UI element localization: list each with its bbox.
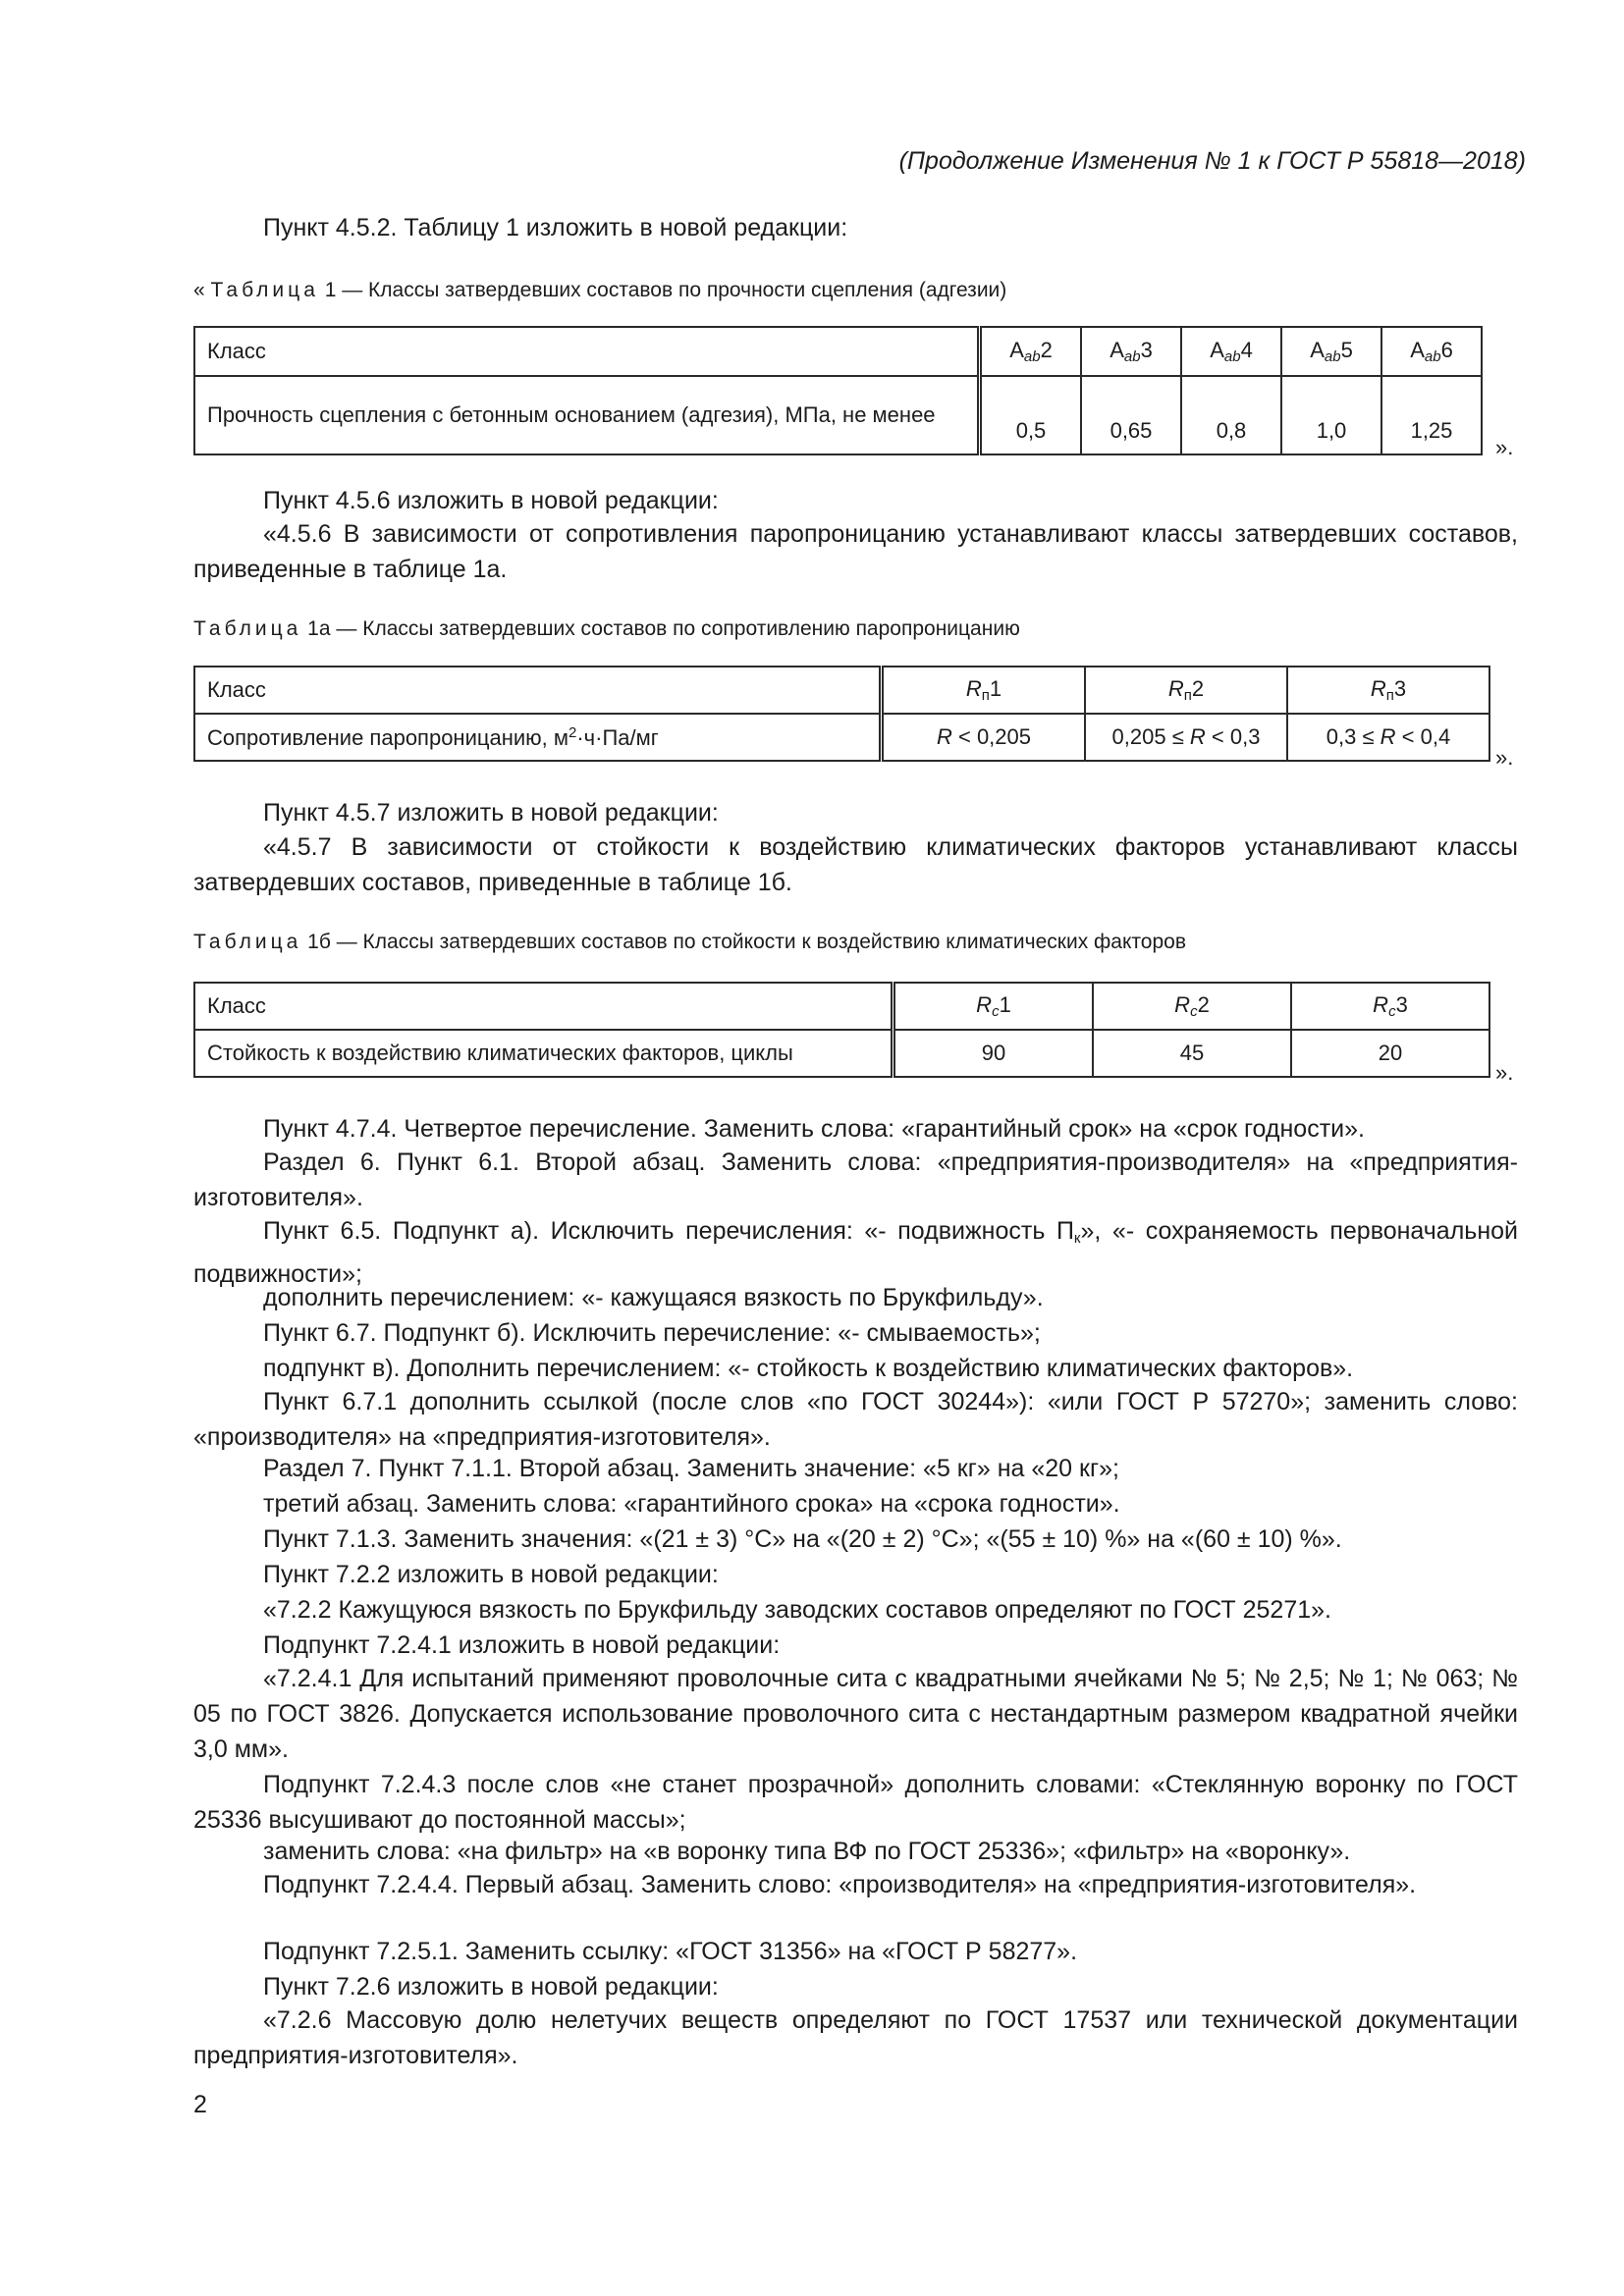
- clause-6-7-1: Пункт 6.7.1 дополнить ссылкой (после слов «по ГОСТ 30244»): «или ГОСТ Р 57270»; заменить слово: «производителя» на «предприятия-изготовителя».: [193, 1388, 1518, 1451]
- table1-row1-label: Класс: [194, 327, 980, 376]
- table1b-class-cell: $R_c1$: [893, 983, 1094, 1030]
- table1b-value: 20: [1291, 1030, 1489, 1077]
- page-number: 2: [193, 2091, 207, 2118]
- table1b-class-cell: $R_c2$: [1093, 983, 1291, 1030]
- clause-7-2-4-3: Подпункт 7.2.4.3 после слов «не станет прозрачной» дополнить словами: «Стеклянную воронку по ГОСТ 25336 высушивают до постоянной массы»;: [193, 1771, 1518, 1834]
- clause-7-1-3: Пункт 7.1.3. Заменить значения: «(21 ± 3) °С» на «(20 ± 2) °С»; «(55 ± 10) %» на «(60 ± 10) %».: [263, 1525, 1342, 1553]
- table1-value: 0,5: [980, 376, 1082, 454]
- table1b-row2-label: Стойкость к воздействию климатических факторов, циклы: [194, 1030, 893, 1077]
- table1-class-cell: $A_{ab}6$: [1381, 327, 1482, 376]
- table1a-class-cell: $R_п3$: [1287, 667, 1489, 714]
- clause-4-5-6-intro: Пункт 4.5.6 изложить в новой редакции:: [263, 487, 719, 514]
- clause-7-2-6-intro: Пункт 7.2.6 изложить в новой редакции:: [263, 1973, 719, 2001]
- table1-class-cell: $A_{ab}3$: [1081, 327, 1181, 376]
- table1a-row1-label: Класс: [194, 667, 882, 714]
- clause-6-7: Пункт 6.7. Подпункт б). Исключить перечисление: «- смываемость»;: [263, 1319, 1041, 1347]
- table1b-value: 90: [893, 1030, 1094, 1077]
- clause-7-2-4-3-replace: заменить слова: «на фильтр» на «в воронку типа ВФ по ГОСТ 25336»; «фильтр» на «воронку».: [263, 1838, 1351, 1865]
- table1a-caption-label: Таблица: [193, 617, 302, 640]
- clause-7-2-2-intro: Пункт 7.2.2 изложить в новой редакции:: [263, 1561, 719, 1588]
- clause-6-1: Раздел 6. Пункт 6.1. Второй абзац. Заменить слова: «предприятия-производителя» на «предприятия-изготовителя».: [193, 1148, 1518, 1211]
- table1a-class-cell: $R_п1$: [882, 667, 1086, 714]
- clause-7-1-1: Раздел 7. Пункт 7.1.1. Второй абзац. Заменить значение: «5 кг» на «20 кг»;: [263, 1455, 1119, 1482]
- page-header: (Продолжение Изменения № 1 к ГОСТ Р 55818—2018): [898, 147, 1526, 175]
- clause-4-5-6-text: «4.5.6 В зависимости от сопротивления паропроницанию устанавливают классы затвердевших составов, приведенные в таблице 1а.: [193, 520, 1518, 583]
- table1a-class-cell: $R_п2$: [1085, 667, 1287, 714]
- table1-value: 0,8: [1181, 376, 1281, 454]
- table1a-value: 0,205 ≤ R < 0,3: [1085, 714, 1287, 761]
- clause-4-5-2: Пункт 4.5.2. Таблицу 1 изложить в новой редакции:: [263, 214, 848, 241]
- clause-4-7-4: Пункт 4.7.4. Четвертое перечисление. Заменить слова: «гарантийный срок» на «срок годности».: [263, 1115, 1365, 1143]
- table1b-caption-label: Таблица: [193, 931, 302, 953]
- table1a-caption: [193, 617, 1020, 641]
- table1a-value: 0,3 ≤ R < 0,4: [1287, 714, 1489, 761]
- table1a-caption-text: 1а — Классы затвердевших составов по сопротивлению паропроницанию: [301, 617, 1020, 640]
- table1-caption-text: 1 — Классы затвердевших составов по прочности сцепления (адгезии): [318, 279, 1007, 301]
- table1a-closing: ».: [1495, 745, 1514, 770]
- table1-class-cell: $A_{ab}4$: [1181, 327, 1281, 376]
- clause-7-2-4-1-text: «7.2.4.1 Для испытаний применяют проволочные сита с квадратными ячейками № 5; № 2,5; № 1; № 063; № 05 по ГОСТ 3826. Допускается использование проволочного сита с нестандартным размером квадратной ячейки 3,0 мм».: [193, 1665, 1518, 1763]
- table1a: [193, 666, 1490, 762]
- clause-7-2-6-text: «7.2.6 Массовую долю нелетучих веществ определяют по ГОСТ 17537 или технической документации предприятия-изготовителя».: [193, 2006, 1518, 2069]
- table1b-row1-label: Класс: [194, 983, 893, 1030]
- clause-4-5-7-text: «4.5.7 В зависимости от стойкости к воздействию климатических факторов устанавливают классы затвердевших составов, приведенные в таблице 1б.: [193, 833, 1518, 896]
- table1a-value: R < 0,205: [882, 714, 1086, 761]
- table1-value: 0,65: [1081, 376, 1181, 454]
- clause-6-7-v: подпункт в). Дополнить перечислением: «- стойкость к воздействию климатических факторов».: [263, 1355, 1354, 1382]
- clause-7-1-1-third: третий абзац. Заменить слова: «гарантийного срока» на «срока годности».: [263, 1490, 1120, 1518]
- table1b-value: 45: [1093, 1030, 1291, 1077]
- table1-caption: [193, 279, 1006, 302]
- table1b-caption-text: 1б — Классы затвердевших составов по стойкости к воздействию климатических факторов: [301, 931, 1186, 953]
- clause-7-2-4-4: Подпункт 7.2.4.4. Первый абзац. Заменить слово: «производителя» на «предприятия-изготовителя».: [263, 1871, 1417, 1898]
- table1-open-quote: «: [193, 279, 205, 301]
- table1-closing: ».: [1495, 435, 1514, 459]
- table1b-class-cell: $R_c3$: [1291, 983, 1489, 1030]
- clause-7-2-5-1: Подпункт 7.2.5.1. Заменить ссылку: «ГОСТ 31356» на «ГОСТ Р 58277».: [263, 1938, 1078, 1965]
- clause-6-5: Пункт 6.5. Подпункт а). Исключить перечисления: «- подвижность $П_к$», «- сохраняемость первоначальной подвижности»;: [193, 1217, 1518, 1288]
- table1a-row2-label: Сопротивление паропроницанию, $м^2\cdot ч\cdot Па/мг$: [194, 714, 882, 761]
- table1-value: 1,0: [1281, 376, 1381, 454]
- table1: [193, 326, 1483, 455]
- clause-6-5-addition: дополнить перечислением: «- кажущаяся вязкость по Брукфильду».: [263, 1284, 1044, 1311]
- table1b-caption: [193, 931, 1186, 954]
- table1-row2-label: Прочность сцепления с бетонным основанием (адгезия), МПа, не менее: [194, 376, 980, 454]
- clause-7-2-4-1-intro: Подпункт 7.2.4.1 изложить в новой редакции:: [263, 1631, 781, 1659]
- clause-4-5-7-intro: Пункт 4.5.7 изложить в новой редакции:: [263, 799, 719, 827]
- table1-class-cell: $A_{ab}2$: [980, 327, 1082, 376]
- table1-value: 1,25: [1381, 376, 1482, 454]
- table1b: [193, 982, 1490, 1078]
- table1-class-cell: $A_{ab}5$: [1281, 327, 1381, 376]
- table1b-closing: ».: [1495, 1060, 1514, 1085]
- clause-7-2-2-text: «7.2.2 Кажущуюся вязкость по Брукфильду заводских составов определяют по ГОСТ 25271».: [263, 1596, 1331, 1624]
- table1-caption-label: Таблица: [210, 279, 319, 301]
